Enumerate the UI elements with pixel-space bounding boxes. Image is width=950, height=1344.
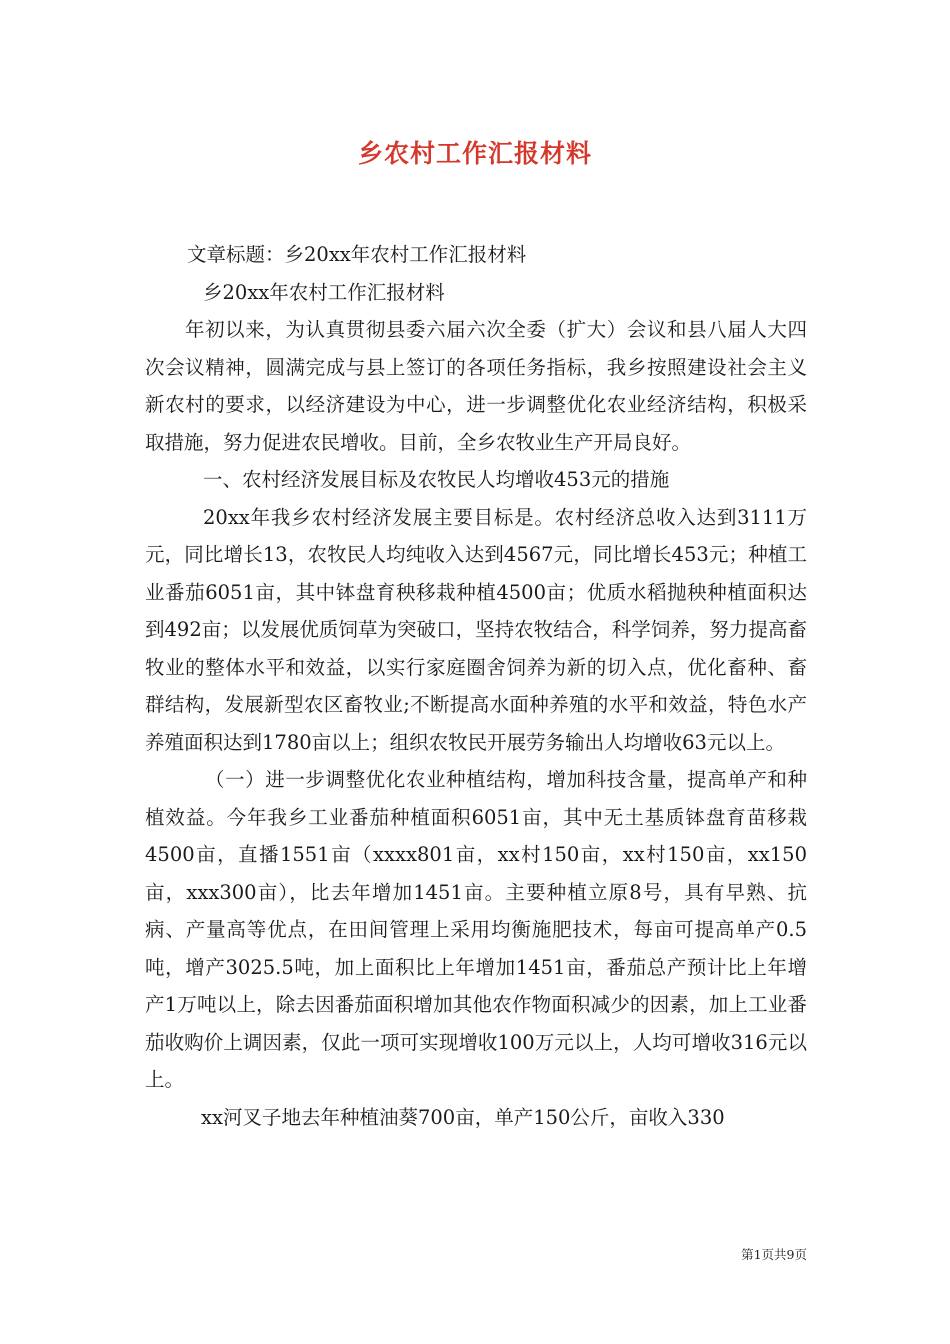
document-body — [145, 236, 807, 1136]
document-title: 乡农村工作汇报材料 — [357, 139, 592, 168]
measure-paragraph: （一）进一步调整优化农业种植结构，增加科技含量，提高单产和种植效益。今年我乡工业番茄种植面积6051亩，其中无土基质钵盘育苗移栽4500亩，直播1551亩（xxxx801亩，xx村150亩，xx村150亩，xx150亩，xxx300亩），比去年增加1451亩。主要种植立原8号，具有早熟、抗病、产量高等优点，在田间管理上采用均衡施肥技术，每亩可提高单产0.5吨，增产3025.5吨，加上面积比上年增加1451亩，番茄总产预计比上年增产1万吨以上，除去因番茄面积增加其他农作物面积减少的因素，加上工业番茄收购价上调因素，仅此一项可实现增收100万元以上，人均可增收316元以上。 — [145, 768, 807, 1091]
page-number: 第1页共9页 — [741, 1247, 807, 1262]
subtitle-line: 乡20xx年农村工作汇报材料 — [203, 280, 445, 304]
intro-paragraph: 年初以来，为认真贯彻县委六届六次全委（扩大）会议和县八届人大四次会议精神，圆满完成与县上签订的各项任务指标，我乡按照建设社会主义新农村的要求，以经济建设为中心，进一步调整优化农业经济结构，积极采取措施，努力促进农民增收。目前，全乡农牧业生产开局良好。 — [145, 318, 807, 454]
continued-paragraph: xx河叉子地去年种植油葵700亩，单产150公斤，亩收入330 — [201, 1105, 725, 1129]
goals-paragraph: 20xx年我乡农村经济发展主要目标是。农村经济总收入达到3111万元，同比增长13，农牧民人均纯收入达到4567元，同比增长453元；种植工业番茄6051亩，其中钵盘育秧移栽种植4500亩；优质水稻抛秧种植面积达到492亩；以发展优质饲草为突破口，坚持农牧结合，科学饲养，努力提高畜牧业的整体水平和效益，以实行家庭圈舍饲养为新的切入点，优化畜种、畜群结构，发展新型农区畜牧业;不断提高水面种养殖的水平和效益，特色水产养殖面积达到1780亩以上；组织农牧民开展劳务输出人均增收63元以上。 — [145, 505, 807, 754]
article-title-line: 文章标题：乡20xx年农村工作汇报材料 — [187, 243, 527, 266]
section-heading: 一、农村经济发展目标及农牧民人均增收453元的措施 — [203, 468, 670, 491]
